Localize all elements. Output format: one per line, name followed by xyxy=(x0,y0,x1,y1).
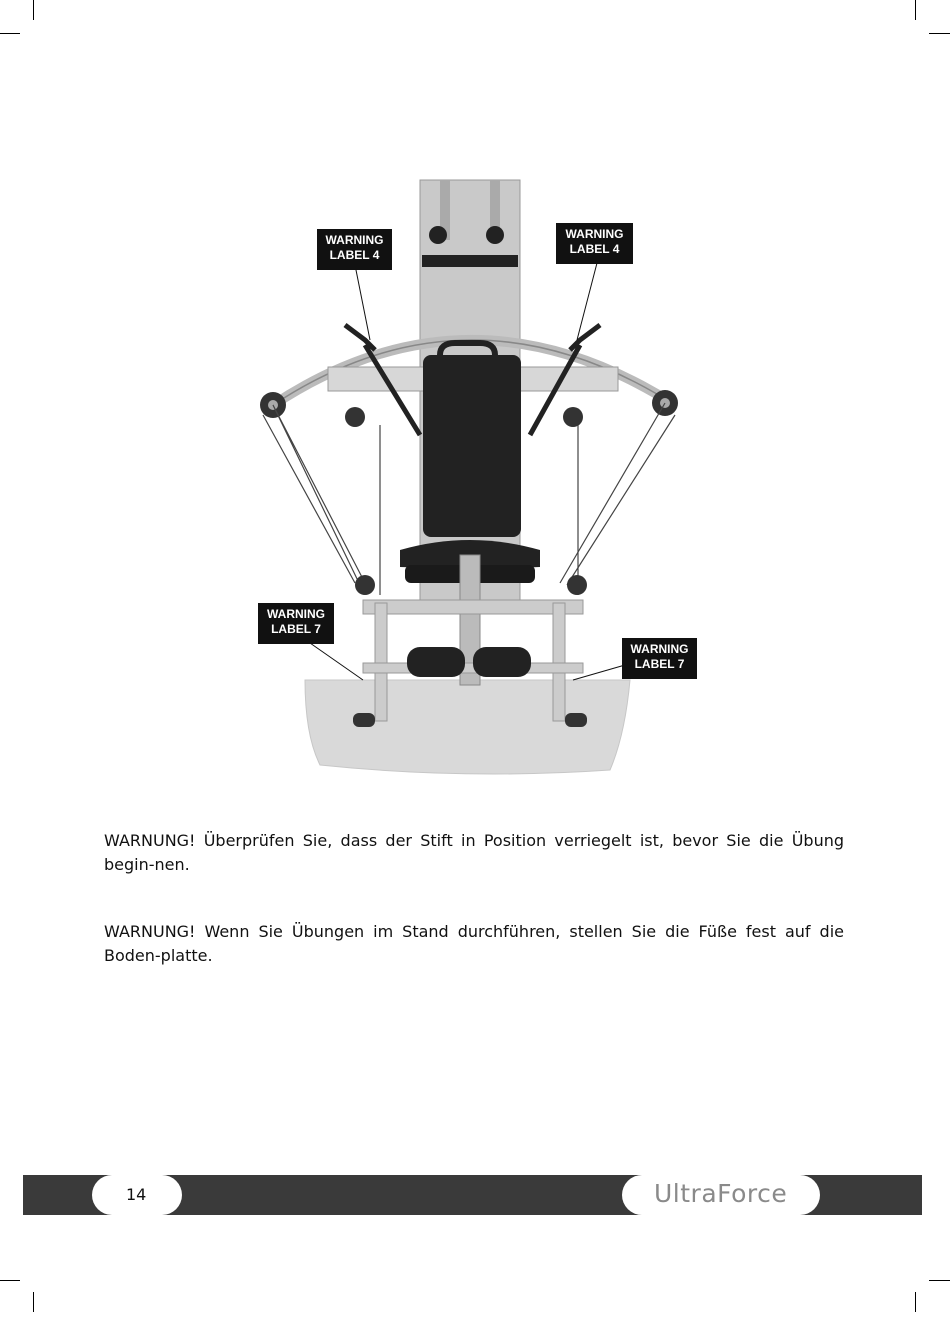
warning-label-4-top-right: WARNING LABEL 4 xyxy=(556,223,633,264)
warning-label-7-bottom-left: WARNING LABEL 7 xyxy=(258,603,334,644)
crop-mark xyxy=(929,33,950,34)
crop-mark xyxy=(33,1292,34,1312)
top-pulley-left xyxy=(429,226,447,244)
leg-roller-right xyxy=(473,647,531,677)
backrest xyxy=(423,355,521,537)
warning-label-4-top-left: WARNING LABEL 4 xyxy=(317,229,392,270)
leg-roller-left xyxy=(407,647,465,677)
warning-text-pin-lock: WARNUNG! Überprüfen Sie, dass der Stift in Position verriegelt ist, bevor Sie die Übung begin-nen. xyxy=(104,831,844,874)
crop-mark xyxy=(0,1280,20,1281)
crop-mark xyxy=(915,1292,916,1312)
floor-mat xyxy=(305,680,630,774)
crop-mark xyxy=(33,0,34,20)
brand-name: UltraForce xyxy=(654,1179,788,1208)
crop-mark xyxy=(915,0,916,20)
crop-mark xyxy=(0,33,20,34)
warning-text-standing: WARNUNG! Wenn Sie Übungen im Stand durchführen, stellen Sie die Füße fest auf die Boden-platte. xyxy=(104,922,844,965)
page-number: 14 xyxy=(126,1185,147,1204)
warning-label-7-bottom-right: WARNING LABEL 7 xyxy=(622,638,697,679)
crop-mark xyxy=(929,1280,950,1281)
top-pulley-right xyxy=(486,226,504,244)
